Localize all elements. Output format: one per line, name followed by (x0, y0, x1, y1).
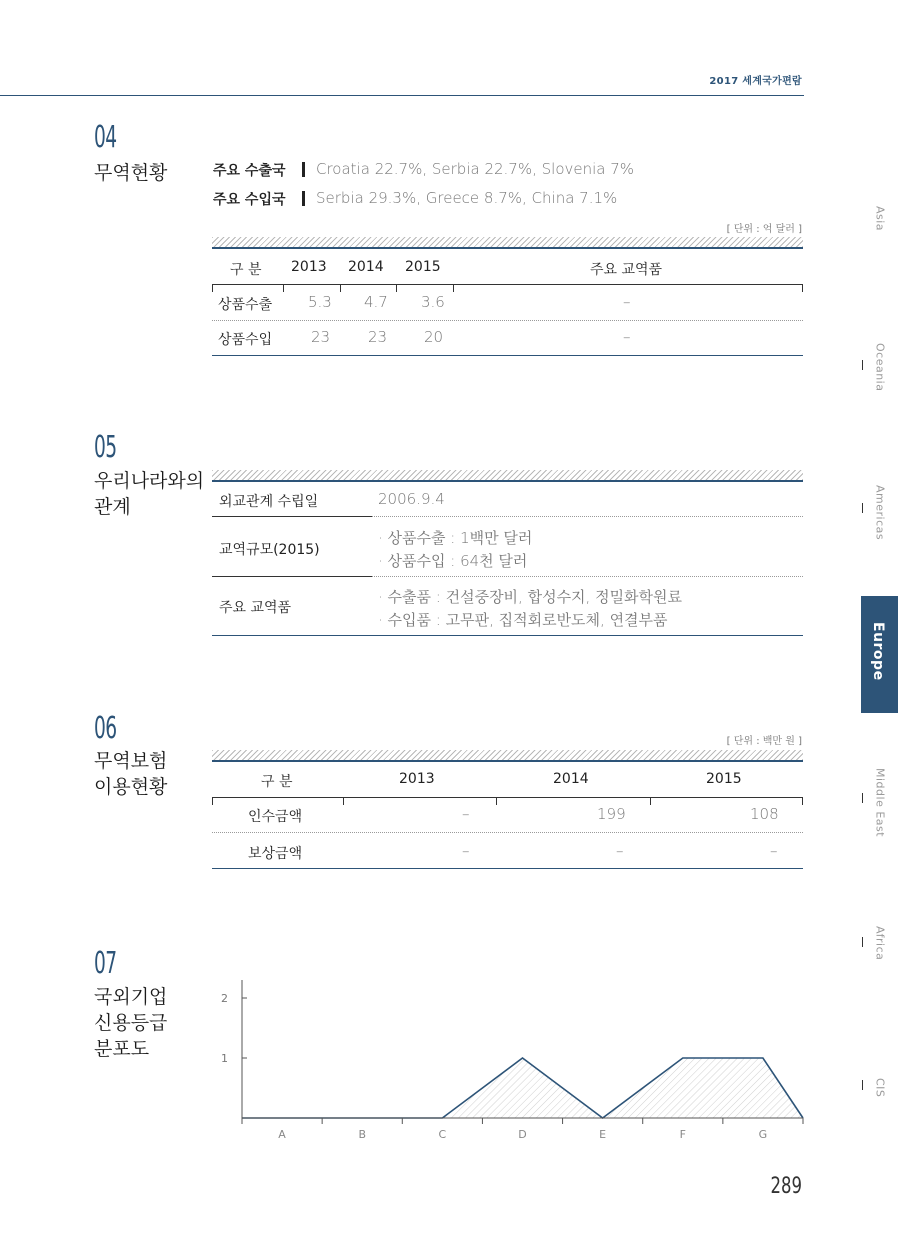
import-divider (302, 191, 305, 206)
trade-row-label: 상품수입 (218, 332, 273, 348)
chart-y-tick-label: 1 (221, 1052, 228, 1065)
section-number-07: 07 (94, 946, 117, 981)
side-nav-label: CIS (873, 1078, 887, 1098)
side-nav-label: Middle East (873, 768, 887, 838)
credit-rating-chart (210, 970, 810, 1150)
insurance-header-category: 구 분 (261, 774, 293, 790)
chart-x-tick-label: F (679, 1128, 686, 1141)
section-title-relations-1: 우리나라와의 (94, 470, 205, 492)
side-nav-americas[interactable] (862, 485, 898, 544)
chart-x-tick-label: G (758, 1128, 768, 1141)
relations-row-label: 외교관계 수립일 (219, 494, 319, 510)
side-nav-oceania[interactable] (862, 343, 898, 395)
relations-row-value: · 상품수출 : 1백만 달러 (378, 529, 533, 547)
chart-y-tick-label: 2 (221, 992, 228, 1005)
side-nav-label: Africa (873, 926, 887, 961)
insurance-row-label: 인수금액 (248, 809, 303, 825)
section-title-relations-2: 관계 (94, 496, 131, 518)
trade-header-rule (212, 284, 803, 285)
insurance-cell-2014: – (616, 842, 624, 860)
trade-header-category: 구 분 (230, 262, 262, 278)
insurance-table-hatch (212, 750, 803, 760)
insurance-header-2015: 2015 (706, 771, 742, 787)
side-nav-africa[interactable] (862, 926, 898, 964)
trade-cell-2015: 3.6 (421, 293, 445, 311)
relations-table-top-rule (212, 480, 803, 482)
section-number-06: 06 (94, 711, 117, 746)
insurance-cell-2014: 199 (597, 805, 626, 823)
trade-table-hatch (212, 237, 803, 247)
trade-unit-label: [ 단위 : 억 달러 ] (726, 224, 802, 235)
export-value: Croatia 22.7%, Serbia 22.7%, Slovenia 7% (316, 160, 635, 178)
insurance-cell-2015: 108 (750, 805, 779, 823)
chart-x-tick-label: B (358, 1128, 366, 1141)
side-nav-label: Europe (870, 622, 886, 681)
insurance-cell-2015: – (770, 842, 778, 860)
insurance-cell-2013: – (462, 805, 470, 823)
trade-cell-2014: 4.7 (364, 293, 388, 311)
trade-cell-2013: 5.3 (308, 293, 332, 311)
import-value: Serbia 29.3%, Greece 8.7%, China 7.1% (316, 189, 618, 207)
side-nav-label: Oceania (873, 343, 887, 392)
section-title-credit-1: 국외기업 (94, 986, 168, 1008)
relations-row-label: 교역규모(2015) (219, 542, 320, 558)
insurance-unit-label: [ 단위 : 백만 원 ] (726, 736, 802, 747)
trade-cell-2015: 20 (424, 328, 444, 346)
trade-row-label: 상품수출 (218, 297, 273, 313)
trade-header-2015: 2015 (405, 259, 441, 275)
side-nav-europe-active[interactable] (861, 596, 898, 713)
side-nav-label: Americas (873, 485, 887, 541)
section-title-trade: 무역현황 (94, 162, 168, 184)
relations-row-label: 주요 교역품 (219, 600, 292, 616)
insurance-cell-2013: – (462, 842, 470, 860)
export-divider (302, 162, 305, 177)
insurance-row-label: 보상금액 (248, 846, 303, 862)
trade-header-goods: 주요 교역품 (590, 262, 663, 278)
relations-row-value: · 수입품 : 고무판, 집적회로반도체, 연결부품 (378, 611, 668, 629)
section-title-credit-3: 분포도 (94, 1038, 150, 1060)
relations-table-hatch (212, 470, 803, 480)
chart-x-tick-label: E (599, 1128, 607, 1141)
relations-row-value: 2006.9.4 (378, 490, 445, 508)
chart-x-tick-label: D (518, 1128, 527, 1141)
page-number: 289 (770, 1174, 802, 1199)
side-nav-asia[interactable] (862, 206, 898, 235)
trade-table-bottom-rule (212, 355, 803, 356)
section-title-insurance-2: 이용현황 (94, 776, 168, 798)
insurance-table-top-rule (212, 760, 803, 762)
trade-cell-goods: – (623, 293, 631, 311)
trade-cell-goods: – (623, 328, 631, 346)
insurance-header-2013: 2013 (399, 771, 435, 787)
header-rule (0, 95, 804, 96)
trade-cell-2013: 23 (311, 328, 331, 346)
side-nav-label: Asia (873, 206, 887, 232)
running-header-title: 2017 세계국가편람 (709, 76, 802, 87)
chart-x-tick-label: C (438, 1128, 447, 1141)
section-number-05: 05 (94, 430, 117, 465)
section-title-insurance-1: 무역보험 (94, 750, 168, 772)
trade-table-top-rule (212, 247, 803, 249)
insurance-table-bottom-rule (212, 868, 803, 869)
relations-table-bottom-rule (212, 635, 803, 636)
side-nav-cis[interactable] (862, 1078, 898, 1101)
insurance-header-rule (212, 797, 803, 798)
section-number-04: 04 (94, 120, 117, 155)
trade-header-2014: 2014 (348, 259, 384, 275)
relations-row-value: · 수출품 : 건설중장비, 합성수지, 정밀화학원료 (378, 588, 683, 606)
relations-row-value: · 상품수입 : 64천 달러 (378, 552, 528, 570)
side-nav-middle-east[interactable] (862, 768, 898, 841)
insurance-header-2014: 2014 (553, 771, 589, 787)
chart-area-fill (242, 1058, 803, 1118)
section-title-credit-2: 신용등급 (94, 1012, 168, 1034)
trade-header-2013: 2013 (291, 259, 327, 275)
chart-x-tick-label: A (278, 1128, 286, 1141)
trade-cell-2014: 23 (368, 328, 388, 346)
import-label: 주요 수입국 (213, 192, 286, 208)
export-label: 주요 수출국 (213, 163, 286, 179)
